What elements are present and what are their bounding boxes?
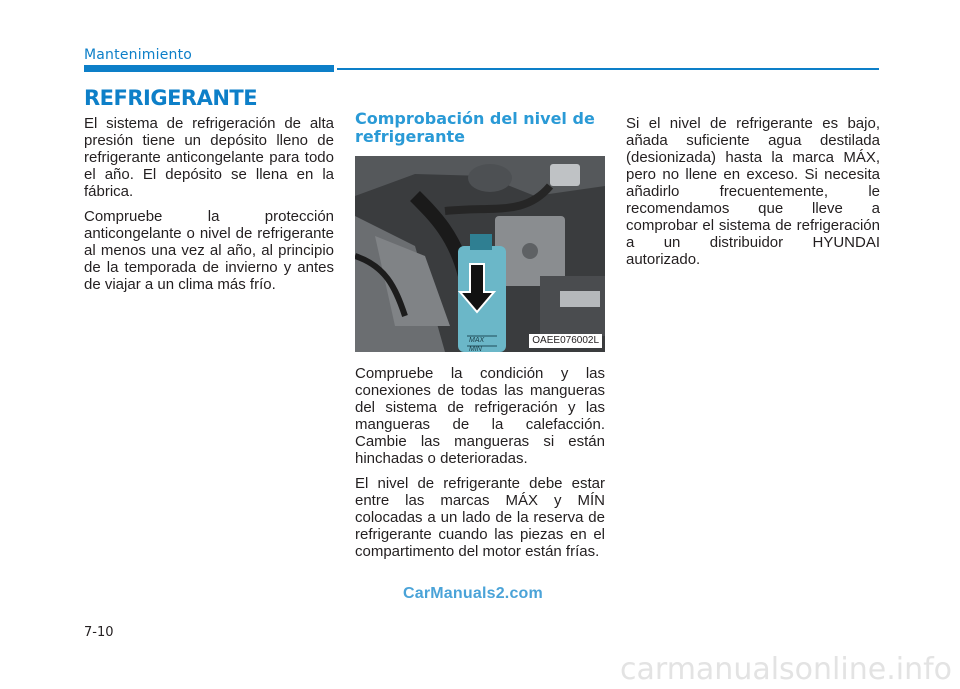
engine-bay-illustration xyxy=(355,156,605,352)
paragraph: El sistema de refrigeración de alta presión tiene un depósito lleno de refrigerante anticongelante para todo el año. El depósito se llena en la fábrica. xyxy=(84,115,334,200)
watermark-link[interactable]: CarManuals2.com xyxy=(403,585,543,602)
column-3 xyxy=(626,115,880,276)
column-1 xyxy=(84,115,334,301)
max-mark: MAX xyxy=(469,337,485,344)
section-title: Mantenimiento xyxy=(84,47,193,63)
paragraph: Compruebe la condición y las conexiones de todas las mangueras del sistema de refrigeración y las mangueras de la calefacción. Cambie las mangueras si están hinchadas o deterioradas. xyxy=(355,365,605,467)
figure-code: OAEE076002L xyxy=(529,334,602,348)
paragraph: Compruebe la protección anticongelante o nivel de refrigerante al menos una vez al año, al principio de la temporada de invierno y antes de viajar a un clima más frío. xyxy=(84,208,334,293)
column-2 xyxy=(355,110,605,568)
engine-bay-photo xyxy=(355,156,605,352)
header-rule-thin xyxy=(337,68,879,70)
paragraph: Si el nivel de refrigerante es bajo, añada suficiente agua destilada (desionizada) hasta la marca MÁX, pero no llene en exceso. Si necesita añadirlo frecuentemente, le recomendamos que lleve a comprobar el sistema de refrigeración a un distribuidor HYUNDAI autorizado. xyxy=(626,115,880,268)
header-rule-thick xyxy=(84,65,334,72)
page-number: 7-10 xyxy=(84,625,114,640)
watermark-bottom: carmanualsonline.info xyxy=(620,652,952,687)
paragraph: El nivel de refrigerante debe estar entre las marcas MÁX y MÍN colocadas a un lado de la reserva de refrigerante cuando las piezas en el compartimento del motor están frías. xyxy=(355,475,605,560)
subsection-heading: Comprobación del nivel de refrigerante xyxy=(355,109,595,146)
page-heading: REFRIGERANTE xyxy=(84,86,258,110)
min-mark: MIN xyxy=(469,346,482,352)
